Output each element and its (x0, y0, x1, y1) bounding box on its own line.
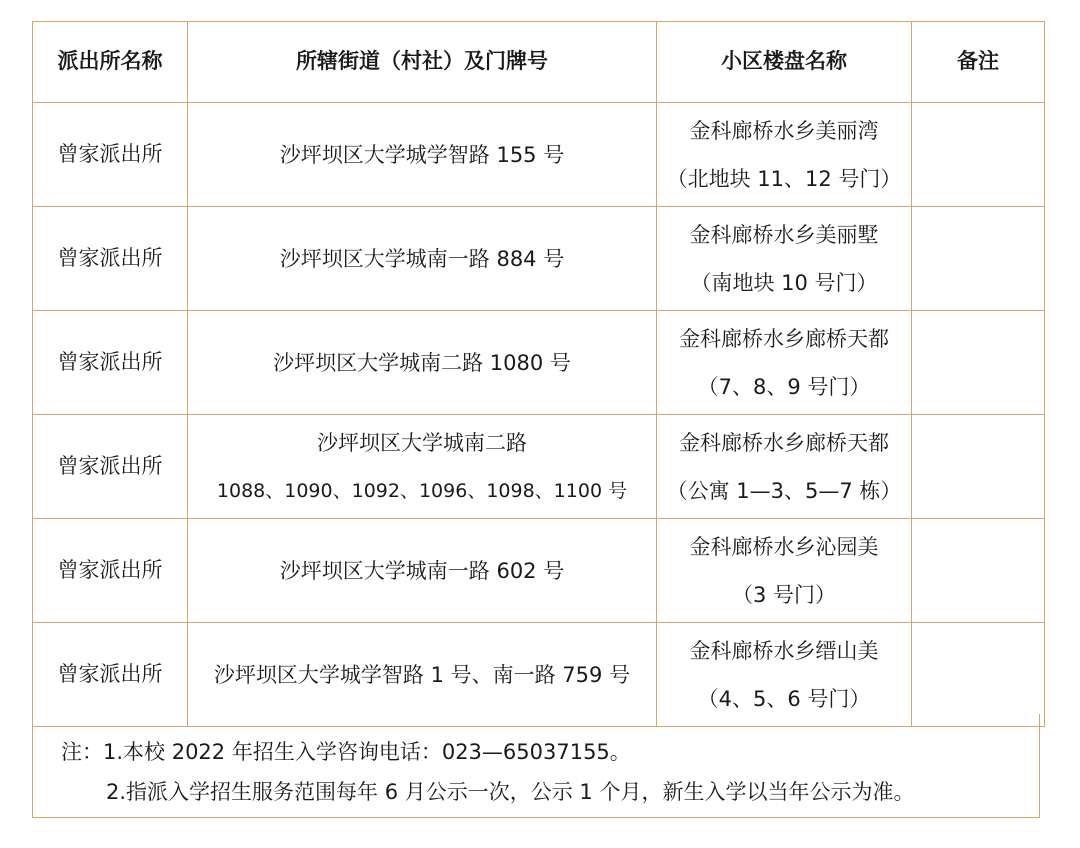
address-cell (188, 519, 657, 623)
address-line: 沙坪坝区大学城南一路 884 号 (279, 246, 565, 271)
address-cell (188, 207, 657, 311)
enrollment-zone-table (32, 21, 1045, 727)
remark-cell (912, 207, 1045, 311)
header-remark: 备注 (912, 22, 1045, 103)
note-line-2: 2.指派入学招生服务范围每年 6 月公示一次，公示 1 个月，新生入学以当年公示为准。 (106, 780, 915, 804)
station-cell: 曾家派出所 (33, 415, 188, 519)
estate-gates: （7、8、9 号门） (697, 374, 871, 399)
estate-cell (657, 623, 912, 727)
estate-gates: （南地块 10 号门） (690, 270, 878, 295)
address-line: 沙坪坝区大学城学智路 1 号、南一路 759 号 (213, 662, 631, 687)
table-row (33, 103, 1045, 207)
header-station: 派出所名称 (33, 22, 188, 103)
station-cell: 曾家派出所 (33, 623, 188, 727)
address-line: 沙坪坝区大学城南二路 (317, 430, 527, 455)
estate-name: 金科廊桥水乡廊桥天都 (679, 326, 889, 351)
estate-cell (657, 311, 912, 415)
estate-gates: （3 号门） (731, 582, 837, 607)
station-cell: 曾家派出所 (33, 207, 188, 311)
table-row (33, 519, 1045, 623)
estate-name: 金科廊桥水乡廊桥天都 (679, 430, 889, 455)
table-header-row (33, 22, 1045, 103)
note-line-1: 注：1.本校 2022 年招生入学咨询电话：023—65037155。 (61, 740, 631, 764)
address-cell (188, 311, 657, 415)
address-line: 沙坪坝区大学城南二路 1080 号 (273, 350, 571, 375)
address-numbers: 1088、1090、1092、1096、1098、1100 号 (216, 479, 628, 502)
estate-cell (657, 103, 912, 207)
estate-name: 金科廊桥水乡美丽墅 (689, 222, 879, 247)
address-line: 沙坪坝区大学城南一路 602 号 (279, 558, 565, 583)
estate-name: 金科廊桥水乡缙山美 (689, 638, 879, 663)
table-row (33, 415, 1045, 519)
remark-cell (912, 623, 1045, 727)
estate-name: 金科廊桥水乡沁园美 (689, 534, 879, 559)
station-cell: 曾家派出所 (33, 103, 188, 207)
estate-cell (657, 519, 912, 623)
station-cell: 曾家派出所 (33, 311, 188, 415)
remark-cell (912, 415, 1045, 519)
station-cell: 曾家派出所 (33, 519, 188, 623)
notes-section (32, 714, 1040, 818)
address-cell (188, 103, 657, 207)
estate-gates: （北地块 11、12 号门） (666, 166, 902, 191)
table-row (33, 623, 1045, 727)
header-address: 所辖街道（村社）及门牌号 (188, 22, 657, 103)
remark-cell (912, 311, 1045, 415)
estate-gates: （4、5、6 号门） (697, 686, 871, 711)
estate-cell (657, 207, 912, 311)
address-line: 沙坪坝区大学城学智路 155 号 (279, 142, 565, 167)
estate-name: 金科廊桥水乡美丽湾 (689, 118, 879, 143)
remark-cell (912, 103, 1045, 207)
remark-cell (912, 519, 1045, 623)
table-row (33, 207, 1045, 311)
address-cell (188, 623, 657, 727)
table-row (33, 311, 1045, 415)
estate-gates: （公寓 1—3、5—7 栋） (666, 478, 902, 503)
address-cell (188, 415, 657, 519)
estate-cell (657, 415, 912, 519)
header-estate: 小区楼盘名称 (657, 22, 912, 103)
